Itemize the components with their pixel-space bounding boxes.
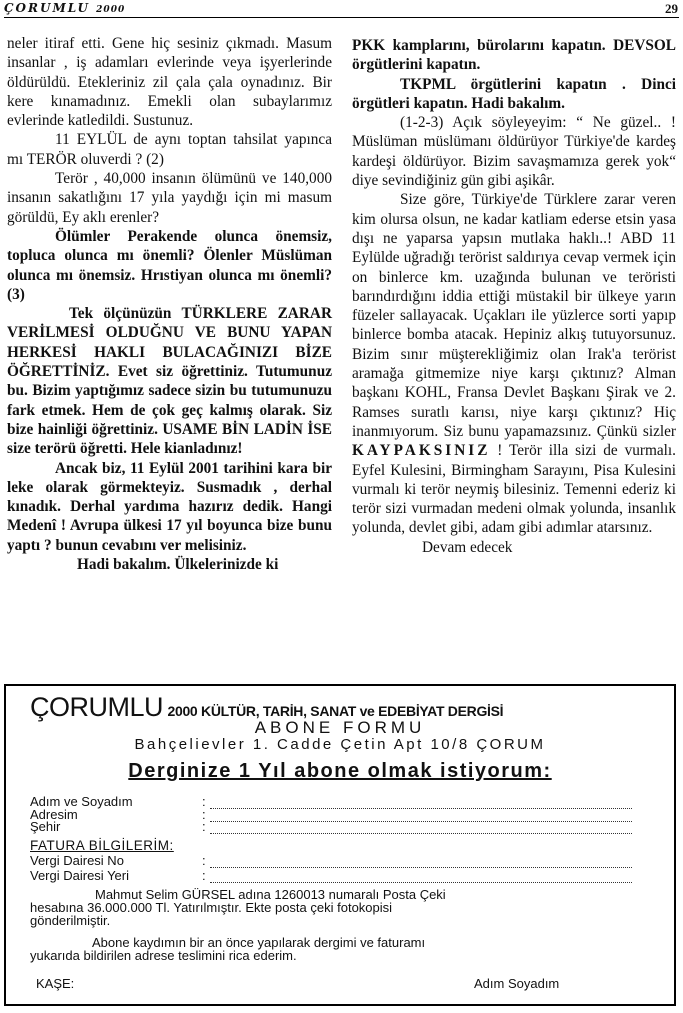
field-label: Adım ve Soyadım [30, 794, 133, 809]
field-colon: : [202, 807, 206, 822]
field-colon: : [202, 819, 206, 834]
request-line: yukarıda bildirilen adrese teslimini rica ederim. [30, 948, 297, 963]
form-headline: Derginize 1 Yıl abone olmak istiyorum: [128, 760, 552, 782]
field-colon: : [202, 794, 206, 809]
page-number: 29 [665, 1, 678, 16]
paragraph-text: Size göre, Türkiye'de Türklere zarar veren kim olursa olsun, ne kadar katliam ederse etsin yasa dışı ne yaparsa yapsın mutlaka haklı..! ABD 11 Eylülde uğradığı terörist saldırıya cevap vermek için on binlerce km. uzağında bulunan ve teröristi barındırdığını iddia ettiği müstakil bir ülkeye yarın füzeler sallayacak. Uçakları ile yüzlerce sorti yapıp binlerce bomba atacak. Hepiniz alkış tutuyorsunuz. Bizim sınır müşterekliğimiz olan Irak'a terörist aramağa gitmemize niye karşı çıktınız? Alman başkanı KOHL, Fransa Devlet Başkanı Şirak ve 2. Ramses suratlı karısı, niye karşı çıktınız? Hiç inanmıyorum. Siz bunu yapamazsınız. Çünkü sizler [352, 191, 676, 440]
form-heading: ABONE FORMU [254, 718, 426, 737]
magazine-name: ÇORUMLU [4, 1, 90, 15]
form-address: Bahçelievler 1. Cadde Çetin Apt 10/8 ÇORUM [134, 736, 546, 753]
tax-office-field[interactable] [30, 868, 632, 883]
paragraph: Terör , 40,000 insanın ölümünü ve 140,000 insanın sakatlığını 17 yıla yaydığı için mi masum görüldü, Ey aklı erenler? [7, 170, 332, 226]
payment-text [30, 888, 630, 927]
paragraph-text: ! Terör illa sizi de vurmalı. Eyfel Kulesini, Birmingham Sarayını, Pisa Kulesini vurmalı ki terör neymiş bilesiniz. Temenni ederiz ki terör sizi vurmadan medeni olmak yolunda, insanlık yolunda, devlet gibi, adam gibi adımlar atarsınız. [352, 442, 676, 537]
paragraph-bold: Tek ölçünüzün TÜRKLERE ZARAR VERİLMESİ OLDUĞNU VE BUNU YAPAN HERKESİ HAKLI BULACAĞINIZI BİZE ÖĞRETTİNİZ. Evet siz öğrettiniz. Tutumunuz bu. Bizim yaptığımız sadece sizin bu tutumunuzu fark etmek. Hem de çok geç kalmış olarak. Siz bize hainliği öğrettiniz. USAME BİN LADİN İSE size terörü öğretti. Hele kianladınız! [7, 305, 332, 458]
payment-line: hesabına 36.000.000 Tl. Yatırılmıştır. Ekte posta çeki fotokopisi [30, 900, 393, 915]
signature-label: Adım Soyadım [474, 976, 560, 991]
paragraph [352, 190, 676, 537]
paragraph: neler itiraf etti. Gene hiç sesiniz çıkmadı. Masum insanlar , iş adamları evlerinde veya işyerlerinde öldürüldü. Etekleriniz zil çala çala oynadınız. Bir kere kınamadınız. Emekli olan subaylarımız evlerinde katledildi. Sustunuz. [7, 35, 332, 130]
paragraph: 11 EYLÜL de aynı toptan tahsilat yapınca mı TERÖR oluverdi ? (2) [7, 131, 332, 168]
payment-line: gönderilmiştir. [30, 913, 111, 928]
subscription-form [4, 684, 676, 1006]
field-label: Şehir [30, 819, 61, 834]
paragraph-bold: Hadi bakalım. Ülkelerinizde ki [77, 556, 279, 574]
field-label: Adresim [30, 807, 78, 822]
field-colon: : [202, 868, 206, 883]
field-line[interactable] [210, 871, 632, 883]
header-rule [4, 17, 679, 18]
paragraph-bold: PKK kamplarını, bürolarını kapatın. DEVSOL örgütlerini kapatın. [352, 37, 676, 74]
form-brand: ÇORUMLU [30, 692, 164, 722]
field-label: Vergi Dairesi No [30, 853, 124, 868]
form-subtitle: 2000 KÜLTÜR, TARİH, SANAT ve EDEBİYAT DERGİSİ [167, 703, 504, 719]
payment-line: Mahmut Selim GÜRSEL adına 1260013 numaralı Posta Çeki [95, 887, 446, 902]
field-line[interactable] [210, 822, 632, 834]
request-line: Abone kaydımın bir an önce yapılarak dergimi ve faturamı [92, 935, 426, 950]
paragraph-bold: Ancak biz, 11 Eylül 2001 tarihini kara bir leke olarak görmekteyiz. Susmadık , derhal kınadık. Derhal yardıma hazırız dedik. Hangi Medenî ! Avrupa ülkesi 17 yıl boyunca bize bunu yaptı ? bunun cevabını ver melisiniz. [7, 459, 332, 554]
emphasis: KAYPAKSINIZ [352, 442, 491, 460]
field-colon: : [202, 853, 206, 868]
invoice-heading: FATURA BİLGİLERİM: [30, 838, 174, 853]
left-column [7, 34, 332, 574]
magazine-year: 2000 [96, 5, 126, 15]
stamp-label: KAŞE: [36, 976, 75, 991]
paragraph-bold: Ölümler Perakende olunca önemsiz, topluca olunca mı önemli? Ölenler Müslüman olunca mı önemsiz. Hrıstiyan olunca mı önemli? (3) [7, 227, 332, 303]
magazine-logo [4, 1, 125, 15]
paragraph-bold: TKPML örgütlerini kapatın . Dinci örgütleri kapatın. Hadi bakalım. [352, 75, 676, 112]
right-column [352, 36, 676, 557]
tax-no-field[interactable] [30, 853, 632, 868]
city-field[interactable] [30, 819, 632, 834]
request-text [30, 936, 630, 962]
field-line[interactable] [210, 856, 632, 868]
paragraph: (1-2-3) Açık söyleyeyim: “ Ne güzel.. ! Müslüman müslümanı öldürüyor Türkiye'de kardeş kardeşi öldürüyor. Bizim savaşmamıza gerek yok“ diye sevindiğiniz gün gibi aşikâr. [352, 114, 676, 190]
continued-note: Devam edecek [422, 538, 513, 556]
field-label: Vergi Dairesi Yeri [30, 868, 129, 883]
